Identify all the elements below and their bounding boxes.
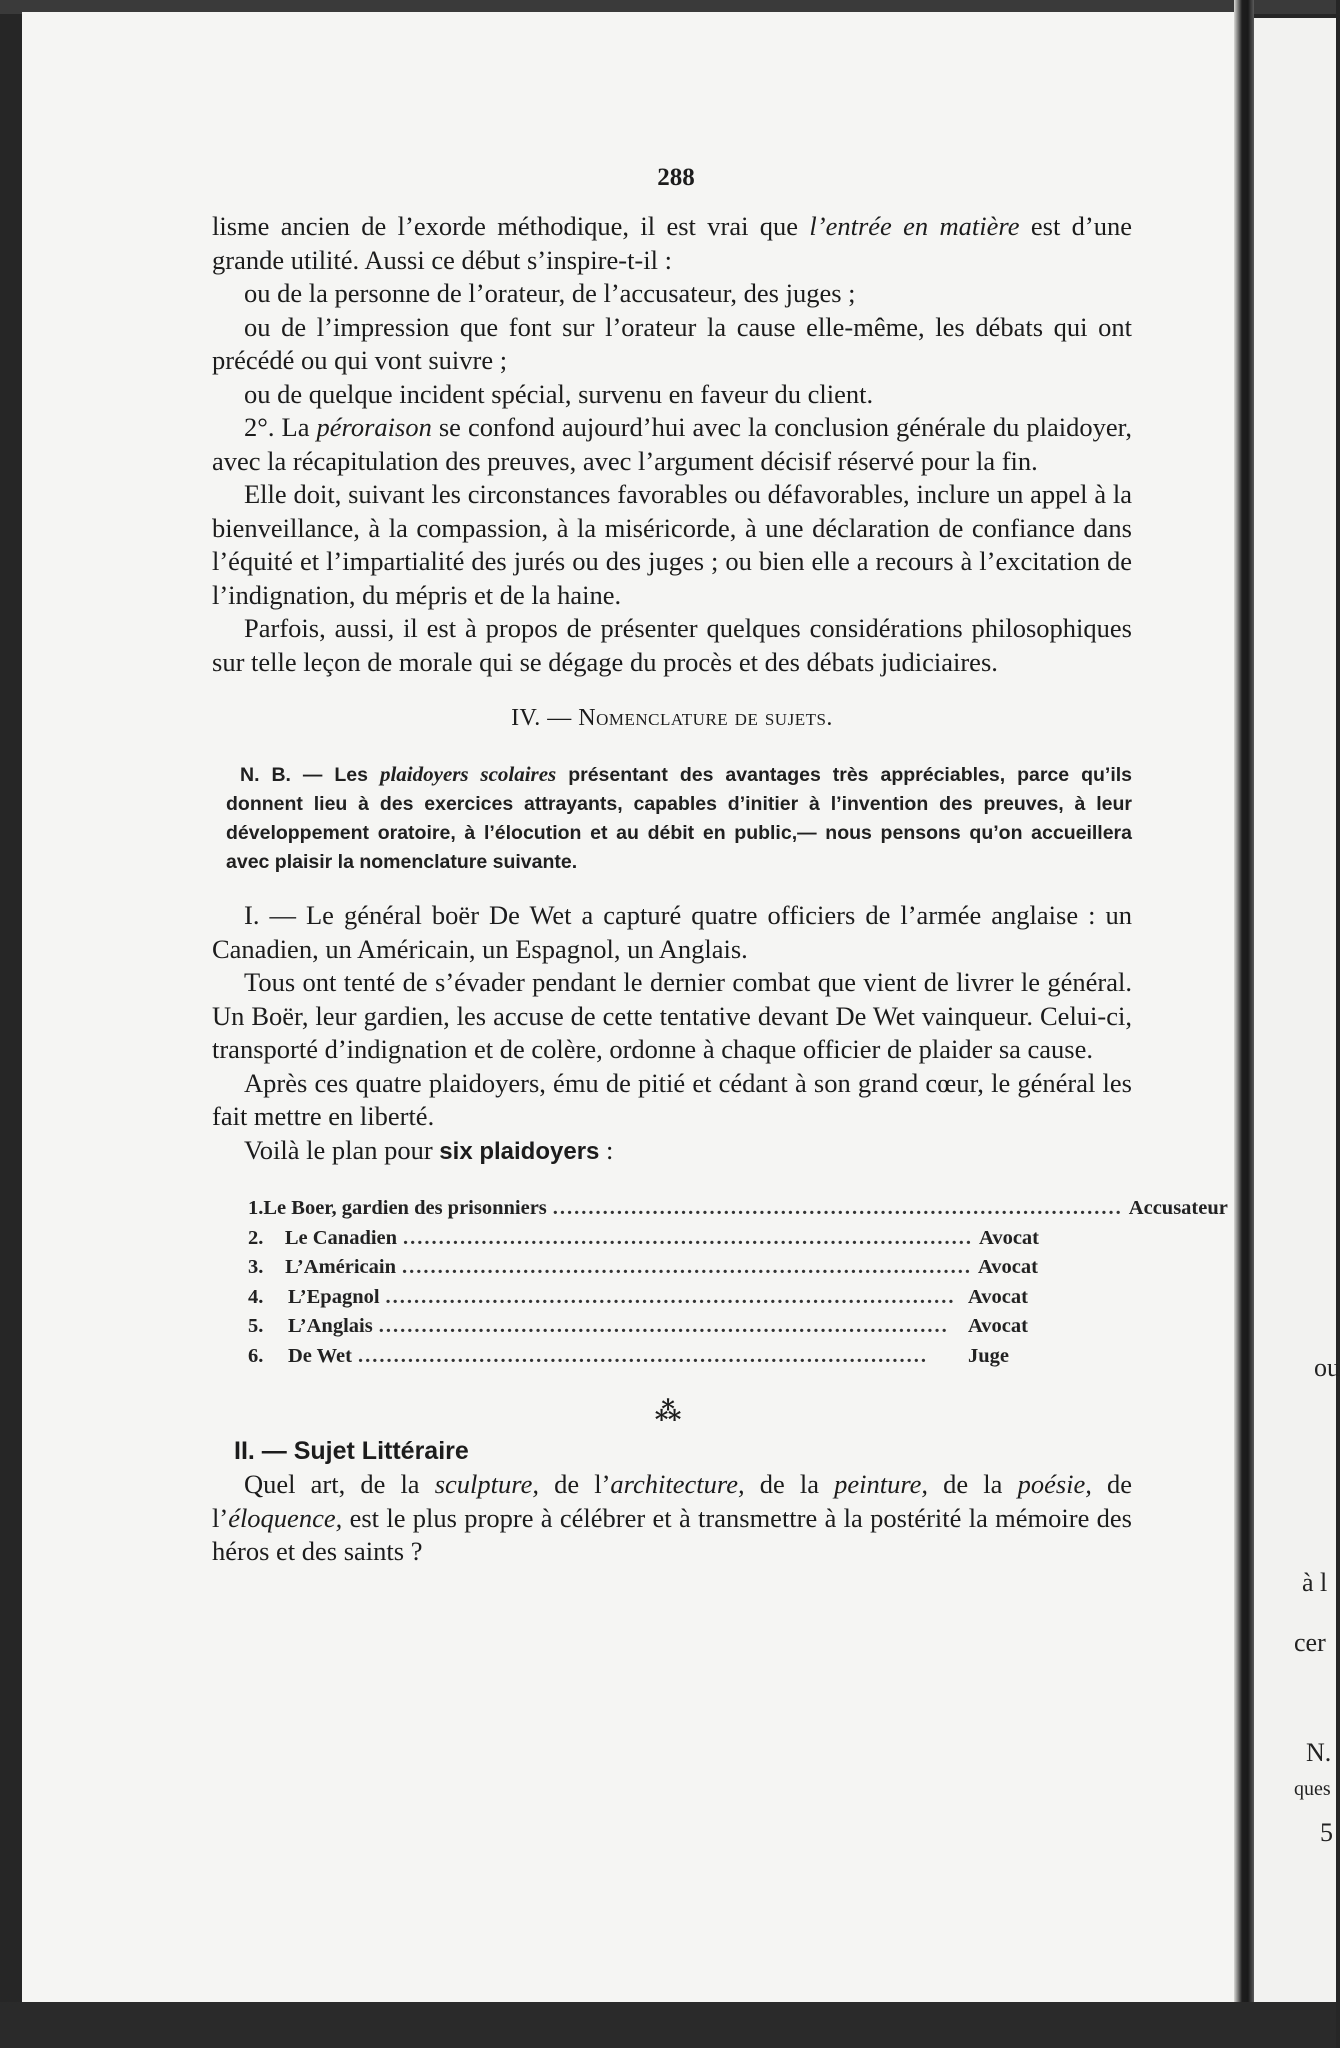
paragraph-question: [212, 1468, 1132, 1569]
paragraph: I. — Le général boër De Wet a capturé quatre officiers de l’armée anglaise : un Canadien, un Américain, un Espagnol, un Anglais.: [212, 900, 1132, 964]
next-page-edge: [1254, 18, 1340, 2002]
italic-text: plaidoyers scolaires: [379, 762, 557, 786]
plan-role: Avocat: [977, 1256, 1038, 1278]
paragraph: Tous ont tenté de s’évader pendant le dernier combat que vient de livrer le général. Un Boër, leur gardien, les accuse de cette tentative devant De Wet vainqueur. Celui-ci, transporté d’indignation et de colère, ordonne à chaque officier de plaider sa cause.: [212, 967, 1132, 1064]
list-item: ou de la personne de l’orateur, de l’accusateur, des juges ;: [244, 278, 856, 308]
text: Nomenclature de sujets.: [578, 705, 833, 731]
italic-text: l’entrée en matière: [809, 211, 1020, 241]
paragraph: Parfois, aussi, il est à propos de présenter quelques considérations philosophiques sur telle leçon de morale qui se dégage du procès et des débats judiciaires.: [212, 613, 1132, 677]
paragraph: Elle doit, suivant les circonstances favorables ou défavorables, inclure un appel à la bienveillance, à la compassion, à la miséricorde, à une déclaration de confiance dans l’équité et l’impartialité des jurés ou des juges ; ou bien elle a recours à l’excitation de l’indignation, du mépris et de la haine.: [212, 479, 1132, 610]
text: 2°. La: [244, 412, 317, 442]
plan-role: Avocat: [979, 1226, 1040, 1249]
next-page-fragment: N.: [1306, 1738, 1332, 1767]
note-paragraph: [226, 760, 1132, 877]
text: Voilà le plan pour: [244, 1134, 440, 1165]
paragraph: Après ces quatre plaidoyers, ému de pitié et cédant à son grand cœur, le général les fait mettre en liberté.: [212, 1067, 1132, 1131]
page-content: [212, 150, 1228, 1569]
plan-row: [248, 1224, 1108, 1254]
italic-text: architecture,: [610, 1469, 745, 1499]
leader-dots: ................................................................................: [378, 1315, 949, 1337]
italic-text: éloquence,: [228, 1502, 343, 1533]
plan-number: 3.: [248, 1256, 264, 1278]
list-item: ou de quelque incident spécial, survenu en faveur du client.: [244, 378, 874, 409]
plan-number: 5.: [248, 1315, 264, 1337]
italic-text: péroraison: [316, 412, 432, 442]
plan-role: Accusateur: [1128, 1197, 1228, 1219]
text: :: [599, 1134, 614, 1165]
plan-number: 6.: [248, 1344, 264, 1367]
leader-dots: ................................................................................: [401, 1256, 972, 1278]
text: de la: [928, 1469, 1018, 1499]
section-heading: [212, 705, 1132, 732]
plan-role-holder: Le Canadien: [284, 1226, 398, 1249]
bold-text: six plaidoyers: [439, 1137, 600, 1165]
next-page-fragment: à l: [1302, 1568, 1328, 1597]
plan-number: 1.: [248, 1197, 264, 1219]
text: IV. —: [511, 705, 579, 731]
asterism: ⁂: [654, 1397, 690, 1426]
plan-role: Juge: [968, 1344, 1009, 1367]
text: de l’: [212, 1469, 1133, 1533]
leader-dots: ................................................................................: [552, 1197, 1123, 1219]
page-number: 288: [657, 164, 695, 191]
plan-row: [248, 1312, 1108, 1342]
leader-dots: ................................................................................: [403, 1226, 974, 1249]
paragraph-exorde: [212, 210, 1132, 277]
text: de l’: [538, 1469, 611, 1499]
text: lisme ancien de l’exorde méthodique, il est vrai que: [212, 211, 810, 241]
leader-dots: ................................................................................: [357, 1344, 928, 1367]
text: se confond aujourd’hui avec la conclusion générale du plaidoyer, avec la récapitulation des preuves, avec l’argument décisif réservé pour la fin.: [212, 412, 1132, 476]
plan-role-holder: L’Epagnol: [288, 1285, 380, 1308]
next-page-fragment: 5: [1320, 1818, 1333, 1847]
plan-role: Avocat: [968, 1315, 1028, 1337]
italic-text: sculpture,: [434, 1469, 539, 1499]
text: présentant des avantages très appréciables, parce qu’ils donnent lieu à des exercices attrayants, capables d’initier à l’invention des preuves, à leur développement oratoire, à l’élocution et au débit en public,— nous pensons qu’on accueillera avec plaisir la nomenclature suivante.: [226, 764, 1133, 873]
text: Quel art, de la: [244, 1469, 435, 1499]
plan-list: [248, 1194, 1228, 1371]
plan-role-holder: L’Anglais: [288, 1315, 373, 1337]
text: est d’une grande utilité. Aussi ce début s’inspire-t-il :: [212, 211, 1132, 275]
next-page-fragment: cer: [1294, 1628, 1326, 1657]
plan-role-holder: De Wet: [288, 1344, 352, 1367]
plan-number: 4.: [248, 1285, 264, 1308]
text: N. B. — Les: [240, 764, 380, 786]
italic-text: peinture,: [834, 1469, 929, 1499]
plan-role-holder: Le Boer, gardien des prisonniers: [263, 1197, 547, 1219]
paragraph-peroraison: [212, 411, 1132, 478]
sub-heading: II. — Sujet Littéraire: [234, 1437, 469, 1465]
leader-dots: ................................................................................: [385, 1285, 956, 1308]
text: de la: [744, 1469, 835, 1499]
plan-role-holder: L’Américain: [285, 1256, 396, 1278]
italic-text: poésie,: [1017, 1469, 1092, 1499]
plan-role: Avocat: [968, 1285, 1028, 1308]
scan-bottom-edge: [0, 2002, 1336, 2048]
paragraph: [212, 1134, 1132, 1169]
plan-row: [248, 1194, 1228, 1224]
plan-row: [248, 1283, 1108, 1313]
plan-row: [248, 1342, 1108, 1372]
next-page-fragment: ou: [1314, 1353, 1340, 1382]
text: est le plus propre à célébrer et à transmettre à la postérité la mémoire des héros et des saints ?: [212, 1502, 1132, 1566]
book-gutter: [1234, 0, 1254, 2048]
plan-number: 2.: [248, 1226, 264, 1249]
list-item: ou de l’impression que font sur l’orateur la cause elle-même, les débats qui ont précédé ou qui vont suivre ;: [212, 311, 1132, 375]
next-page-fragment: ques: [1294, 1778, 1331, 1800]
plan-row: [248, 1253, 1108, 1283]
